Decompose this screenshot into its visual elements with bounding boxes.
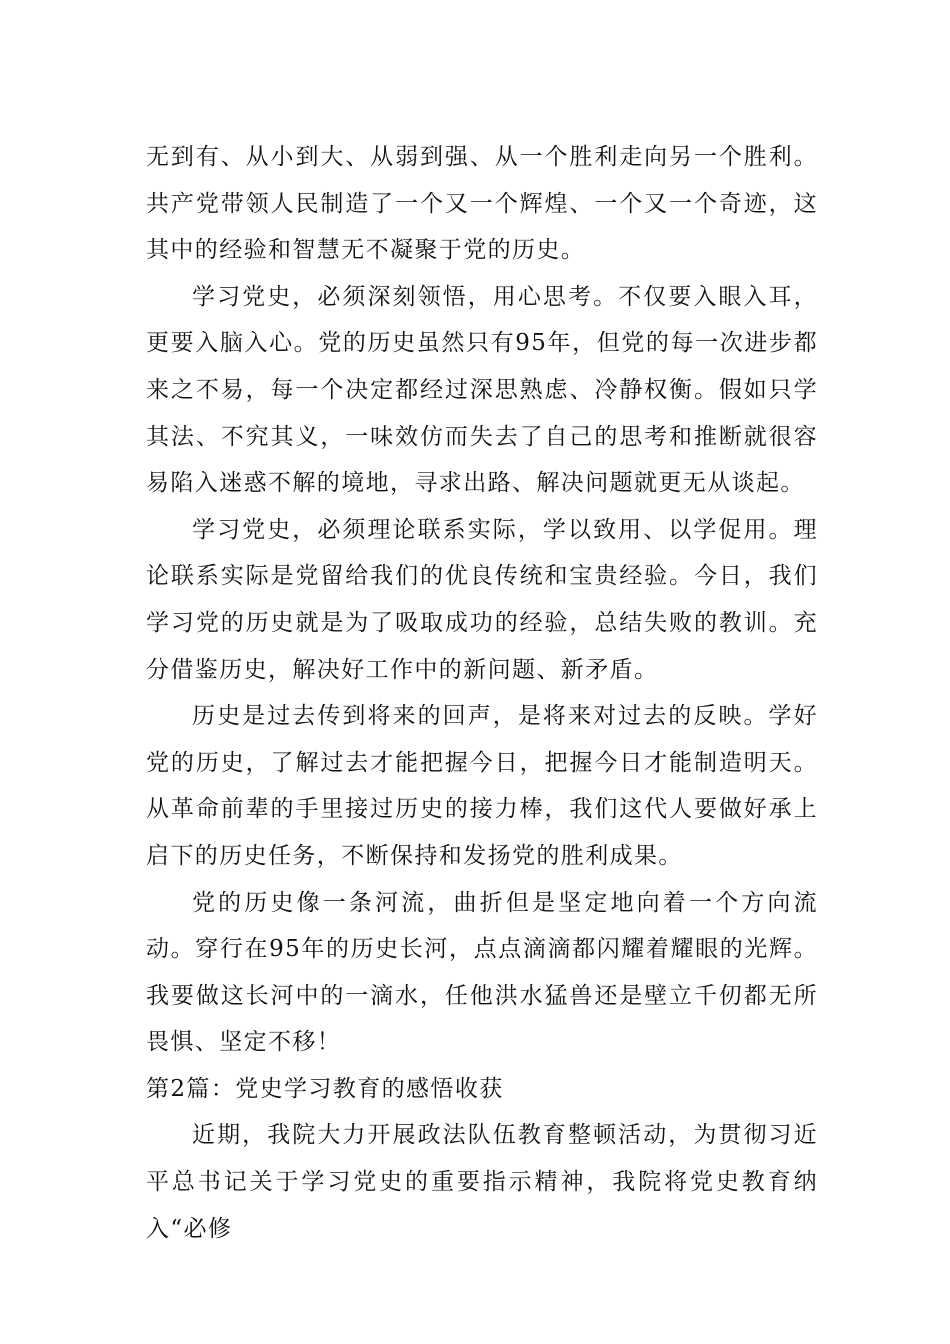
paragraph-recent-activities: 近期，我院大力开展政法队伍教育整顿活动，为贯彻习近平总书记关于学习党史的重要指示精神，我院将党史教育纳入“必修 bbox=[146, 1122, 818, 1242]
paragraph-continuation: 无到有、从小到大、从弱到强、从一个胜利走向另一个胜利。共产党带领人民制造了一个又一个辉煌、一个又一个奇迹，这其中的经验和智慧无不凝聚于党的历史。 bbox=[146, 144, 818, 264]
document-body bbox=[146, 134, 818, 1252]
paragraph-history-river: 党的历史像一条河流，曲折但是坚定地向着一个方向流动。穿行在95年的历史长河，点点滴滴都闪耀着耀眼的光辉。我要做这长河中的一滴水，任他洪水猛兽还是壁立千仞都无所畏惧、坚定不移！ bbox=[146, 889, 818, 1056]
paragraph-history-echo: 历史是过去传到将来的回声，是将来对过去的反映。学好党的历史，了解过去才能把握今日，把握今日才能制造明天。从革命前辈的手里接过历史的接力棒，我们这代人要做好承上启下的历史任务，不断保持和发扬党的胜利成果。 bbox=[146, 703, 818, 869]
section-heading: 第2篇：党史学习教育的感悟收获 bbox=[146, 1075, 504, 1102]
paragraph-theory-practice: 学习党史，必须理论联系实际，学以致用、以学促用。理论联系实际是党留给我们的优良传统和宝贵经验。今日，我们学习党的历史就是为了吸取成功的经验，总结失败的教训。充分借鉴历史，解决好工作中的新问题、新矛盾。 bbox=[146, 516, 818, 683]
paragraph-study-deeply: 学习党史，必须深刻领悟，用心思考。不仅要入眼入耳，更要入脑入心。党的历史虽然只有95年，但党的每一次进步都来之不易，每一个决定都经过深思熟虑、冷静权衡。假如只学其法、不究其义，一味效仿而失去了自己的思考和推断就很容易陷入迷惑不解的境地，寻求出路、解决问题就更无从谈起。 bbox=[146, 283, 818, 497]
